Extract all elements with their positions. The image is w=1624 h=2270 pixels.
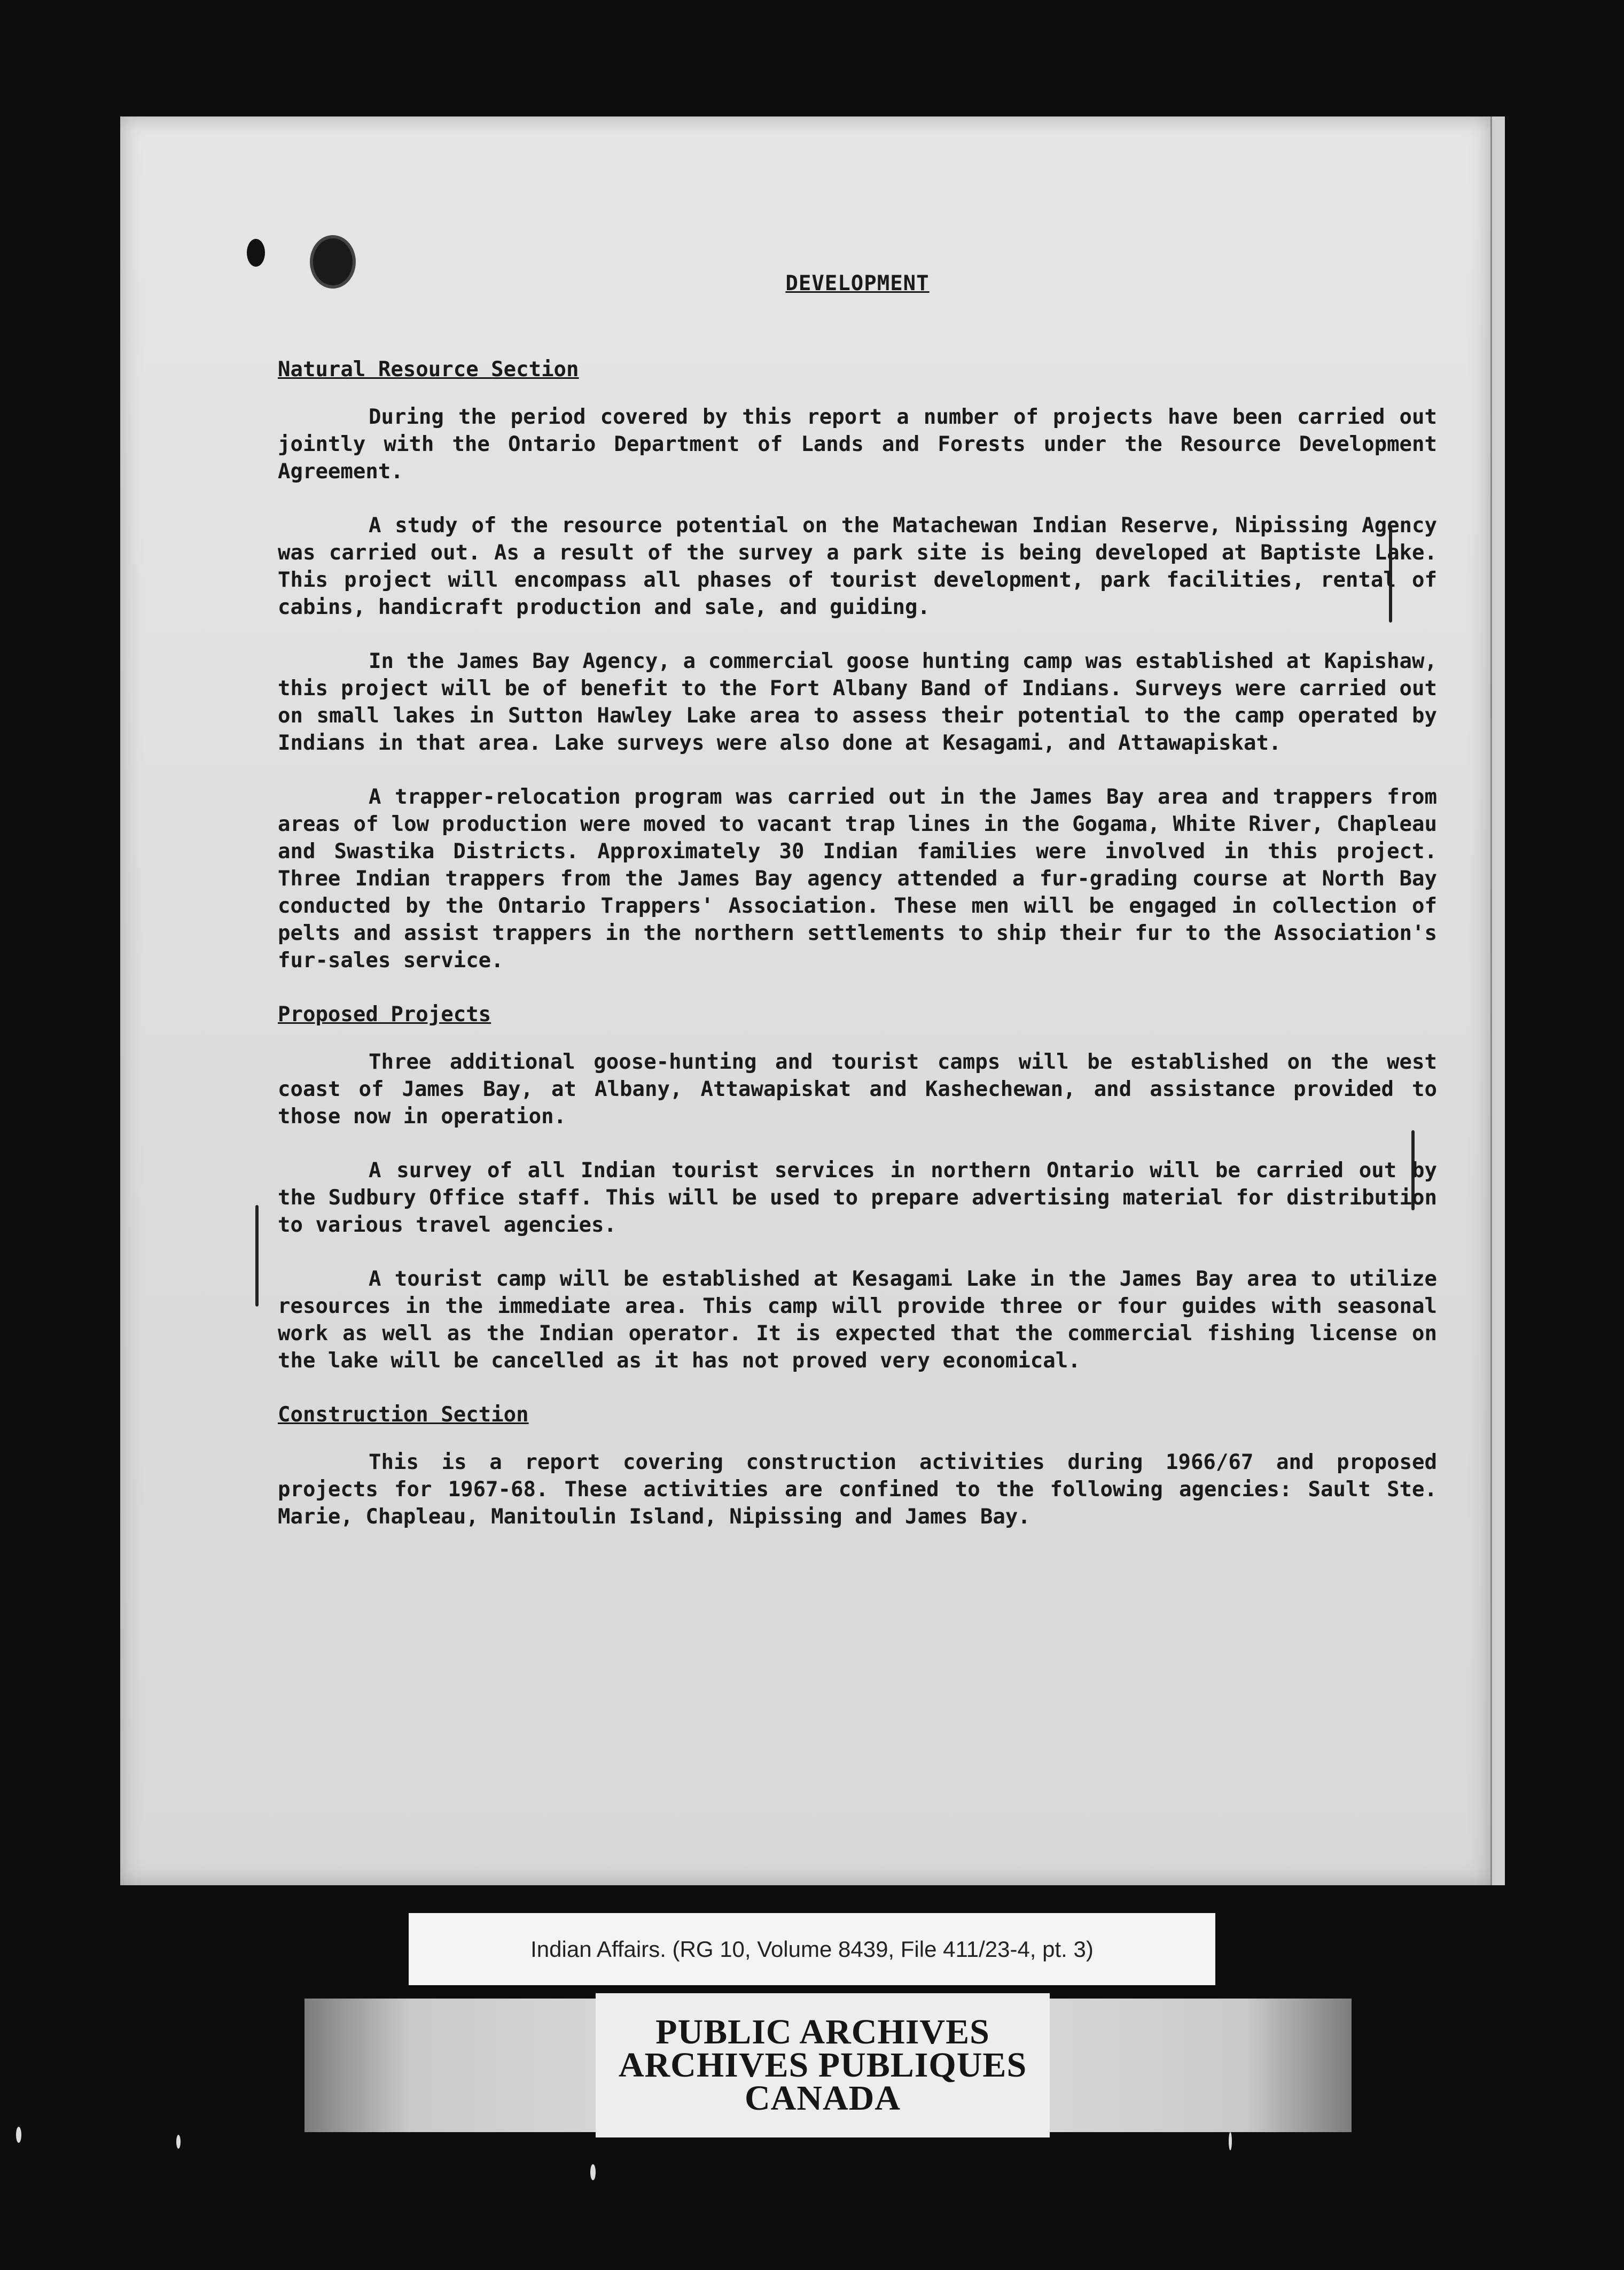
paragraph: A tourist camp will be established at Kesagami Lake in the James Bay area to utilize resources in the immediate area. This camp will provide three or four guides with seasonal work as well as the Indian operator. It is expected that the commercial fishing license on the lake will be cancelled as it has not proved very economical. bbox=[278, 1267, 1437, 1373]
paragraph: This is a report covering construction activities during 1966/67 and proposed projects for 1967-68. These activities are confined to the following agencies: Sault Ste. Marie, Chapleau, Manitoulin Island, Nipissing and James Bay. bbox=[278, 1450, 1437, 1529]
paragraph: In the James Bay Agency, a commercial goose hunting camp was established at Kapishaw, this project will be of benefit to the Fort Albany Band of Indians. Surveys were carried out on small lakes in Sutton Hawley Lake area to assess their potential to the camp operated by Indians in that area. Lake surveys were also done at Kesagami, and Attawapiskat. bbox=[278, 649, 1437, 755]
margin-mark-3 bbox=[255, 1205, 259, 1307]
film-speck bbox=[1229, 2132, 1232, 2150]
stamp-line-1: PUBLIC ARCHIVES bbox=[655, 2012, 990, 2051]
document-body bbox=[278, 265, 1437, 1557]
paragraph: Three additional goose-hunting and tourist camps will be established on the west coast of James Bay, at Albany, Attawapiskat and Kashechewan, and assistance provided to those now in operation. bbox=[278, 1050, 1437, 1129]
section-heading-natural-resource: Natural Resource Section bbox=[278, 357, 579, 382]
section-heading-construction: Construction Section bbox=[278, 1403, 529, 1427]
archive-reference-text: Indian Affairs. (RG 10, Volume 8439, File 411/23-4, pt. 3) bbox=[530, 1936, 1094, 1962]
film-speck bbox=[176, 2135, 181, 2149]
paragraph: A survey of all Indian tourist services in northern Ontario will be carried out by the Sudbury Office staff. This will be used to prepare advertising material for distribution to various travel agencies. bbox=[278, 1159, 1437, 1237]
archive-reference-label bbox=[409, 1913, 1215, 1985]
paragraph: During the period covered by this report a number of projects have been carried out jointly with the Ontario Department of Lands and Forests under the Resource Development Agreement. bbox=[278, 405, 1437, 484]
film-speck bbox=[590, 2164, 596, 2180]
document-title: DEVELOPMENT bbox=[785, 271, 930, 296]
paragraph: A study of the resource potential on the Matachewan Indian Reserve, Nipissing Agency was carried out. As a result of the survey a park site is being developed at Baptiste Lake. This project will encompass all phases of tourist development, park facilities, rental of cabins, handicraft production and sale, and guiding. bbox=[278, 514, 1437, 619]
archive-stamp bbox=[596, 1993, 1050, 2137]
punch-hole-left bbox=[247, 239, 265, 267]
section-heading-proposed-projects: Proposed Projects bbox=[278, 1002, 491, 1027]
paragraph: A trapper-relocation program was carried out in the James Bay area and trappers from areas of low production were moved to vacant trap lines in the Gogama, White River, Chapleau and Swastika Districts. Approximately 30 Indian families were involved in this project. Three Indian trappers from the James Bay agency attended a fur-grading course at North Bay conducted by the Ontario Trappers' Association. These men will be engaged in collection of pelts and assist trappers in the northern settlements to ship their fur to the Association's fur-sales service. bbox=[278, 785, 1437, 973]
stamp-line-2: ARCHIVES PUBLIQUES bbox=[618, 2046, 1027, 2085]
page-edge bbox=[1490, 116, 1505, 1885]
stamp-line-3: CANADA bbox=[745, 2079, 901, 2118]
film-speck bbox=[16, 2127, 21, 2143]
